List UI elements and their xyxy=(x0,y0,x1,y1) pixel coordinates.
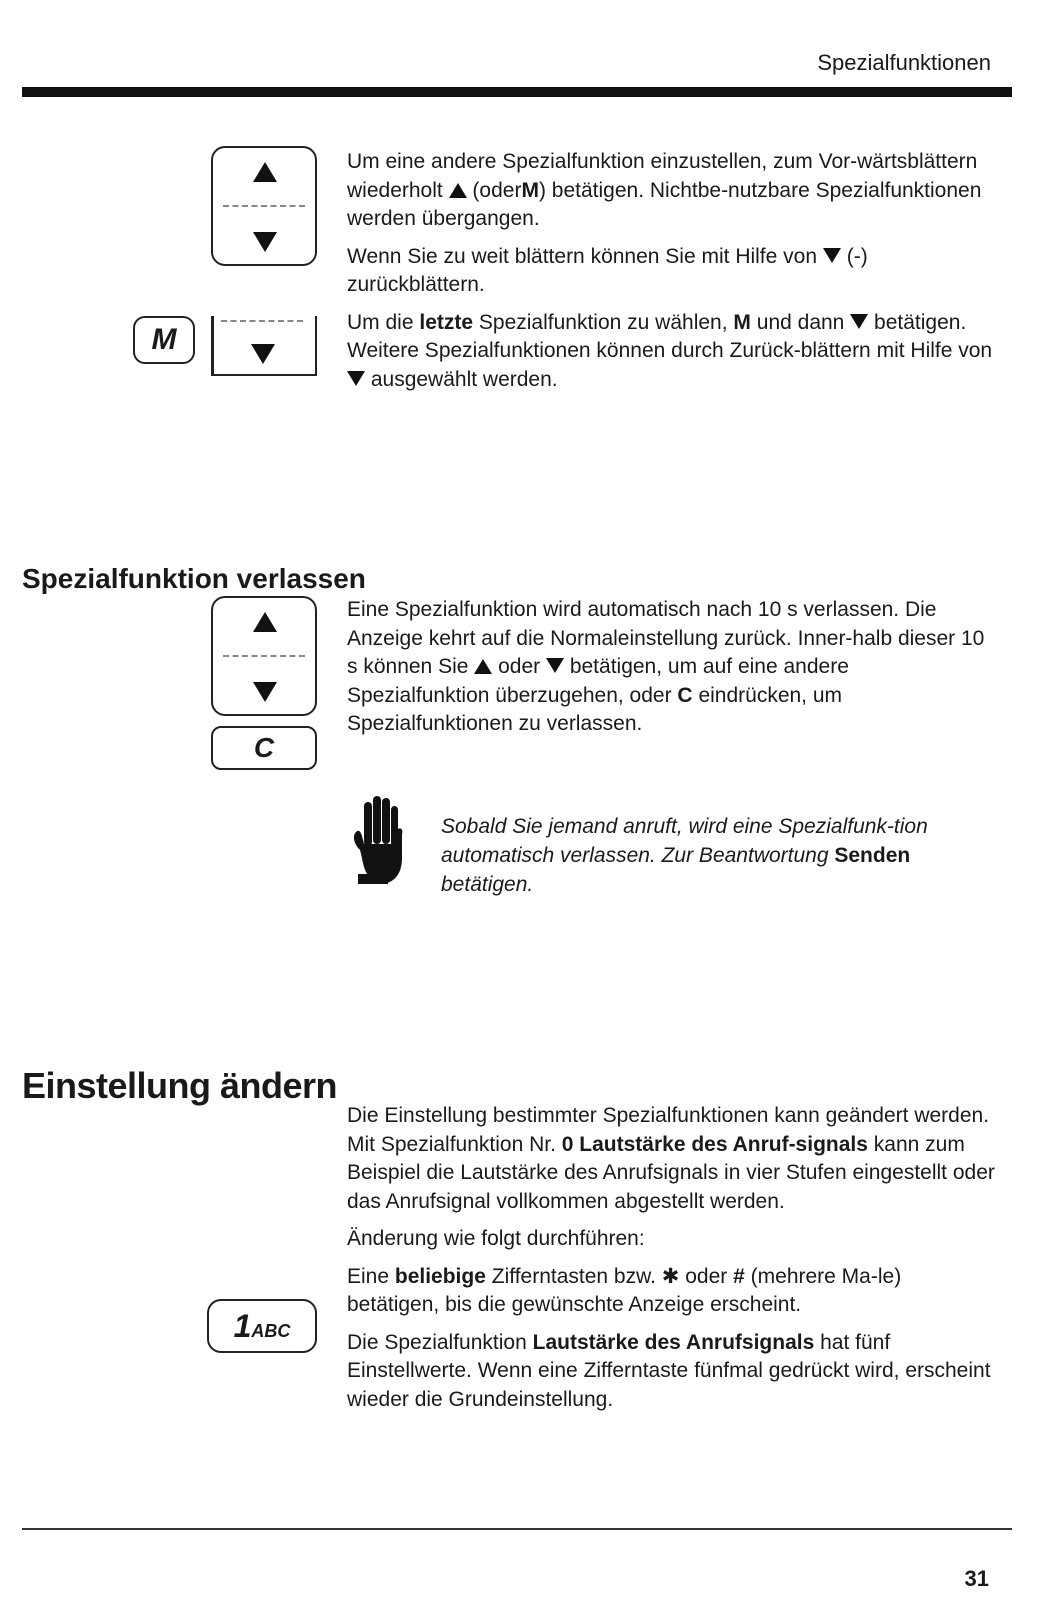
digit-key-1-icon xyxy=(207,1299,317,1353)
section-heading: Spezialfunktion verlassen xyxy=(22,563,366,594)
key-digit: 1 xyxy=(233,1308,252,1344)
section2-text xyxy=(347,596,997,748)
section3-text xyxy=(347,1102,997,1423)
scroll-key-icon xyxy=(211,596,317,716)
arrow-down-icon xyxy=(823,248,841,263)
paragraph: Um die letzte Spezialfunktion zu wählen, M und dann betätigen. Weitere Spezialfunktionen können durch Zurück-blättern mit Hilfe von ausgewählt werden. xyxy=(347,310,993,391)
paragraph: Um eine andere Spezialfunktion einzustellen, zum Vor-wärtsblättern wiederholt (oderM) betätigen. Nichtbe-nutzbare Spezialfunktionen werden übergangen. xyxy=(347,150,982,230)
arrow-down-icon xyxy=(251,344,275,364)
section-heading: Einstellung ändern xyxy=(22,1065,338,1106)
footer-rule xyxy=(22,1528,1012,1530)
arrow-up-icon xyxy=(253,612,277,632)
key-letters: ABC xyxy=(251,1321,291,1341)
down-key-icon xyxy=(211,316,317,376)
paragraph: Die Einstellung bestimmter Spezialfunktionen kann geändert werden. Mit Spezialfunktion Nr. 0 Lautstärke des Anruf-signals kann zum Beispiel die Lautstärke des Anrufsignals in vier Stufen eingestellt oder das Anrufsignal vollkommen abgestellt werden. xyxy=(347,1104,995,1213)
paragraph: Eine beliebige Zifferntasten bzw. ✱ oder # (mehrere Ma-le) betätigen, bis die gewünschte Anzeige erscheint. xyxy=(347,1264,902,1316)
paragraph: Änderung wie folgt durchführen: xyxy=(347,1227,645,1250)
paragraph: Die Spezialfunktion Lautstärke des Anrufsignals hat fünf Einstellwerte. Wenn eine Zifferntaste fünfmal gedrückt wird, erscheint wieder die Grundeinstellung. xyxy=(347,1330,991,1411)
arrow-up-icon xyxy=(449,183,467,198)
header-rule xyxy=(22,87,1012,97)
page-number: 31 xyxy=(964,1566,989,1591)
arrow-up-icon xyxy=(253,162,277,182)
arrow-down-icon xyxy=(253,232,277,252)
arrow-down-icon xyxy=(850,314,868,329)
c-key-label: C xyxy=(253,732,275,763)
running-header: Spezialfunktionen xyxy=(817,50,991,75)
section1-text xyxy=(347,148,997,403)
star-key-symbol: ✱ xyxy=(661,1264,680,1288)
paragraph: Wenn Sie zu weit blättern können Sie mit Hilfe von (-) zurückblättern. xyxy=(347,244,868,296)
m-key-label: M xyxy=(151,323,177,356)
arrow-down-icon xyxy=(347,371,365,386)
arrow-down-icon xyxy=(253,682,277,702)
hand-warning-icon xyxy=(350,792,408,888)
arrow-down-icon xyxy=(546,658,564,673)
m-key-icon xyxy=(133,316,195,364)
arrow-up-icon xyxy=(474,659,492,674)
key-divider xyxy=(223,205,305,207)
note-text: Sobald Sie jemand anruft, wird eine Spezialfunk-tion automatisch verlassen. Zur Beantwortung Senden betätigen. xyxy=(441,815,928,896)
key-divider xyxy=(223,655,305,657)
scroll-key-icon xyxy=(211,146,317,266)
hash-key-symbol: # xyxy=(733,1264,745,1288)
c-key-icon xyxy=(211,726,317,770)
paragraph: Eine Spezialfunktion wird automatisch nach 10 s verlassen. Die Anzeige kehrt auf die Normaleinstellung zurück. Inner-halb dieser 10 s können Sie oder betätigen, um auf eine andere Spezialfunktion überzugehen, oder C eindrücken, um Spezialfunktionen zu verlassen. xyxy=(347,598,985,735)
